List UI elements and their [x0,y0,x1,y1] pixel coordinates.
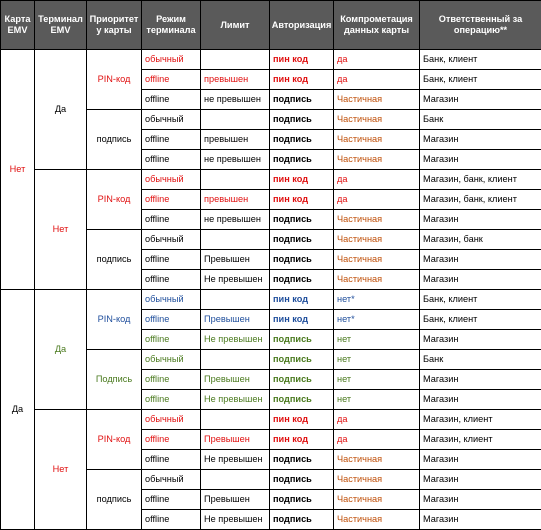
authorization-cell: подпись [270,150,334,170]
terminal-mode-cell: обычный [142,290,201,310]
terminal-mode-cell: обычный [142,170,201,190]
limit-cell: не превышен [201,210,270,230]
compromise-cell: Частичная [334,230,420,250]
limit-cell: Превышен [201,370,270,390]
card-priority-cell: PIN-код [87,170,142,230]
responsible-cell: Магазин [420,450,541,470]
responsible-cell: Банк, клиент [420,70,541,90]
authorization-cell: пин код [270,310,334,330]
compromise-cell: да [334,410,420,430]
header-authorization: Авторизация [270,1,334,50]
responsible-cell: Банк, клиент [420,310,541,330]
responsible-cell: Магазин, банк [420,230,541,250]
limit-cell: Превышен [201,430,270,450]
authorization-cell: подпись [270,450,334,470]
compromise-cell: Частичная [334,510,420,530]
terminal-mode-cell: обычный [142,110,201,130]
terminal-mode-cell: offline [142,490,201,510]
compromise-cell: Частичная [334,90,420,110]
authorization-cell: подпись [270,270,334,290]
authorization-cell: пин код [270,170,334,190]
authorization-cell: подпись [270,470,334,490]
terminal-mode-cell: обычный [142,350,201,370]
limit-cell: Превышен [201,310,270,330]
compromise-cell: да [334,50,420,70]
terminal-emv-cell: Нет [35,170,87,290]
header-responsible: Ответственный за операцию** [420,1,541,50]
terminal-mode-cell: offline [142,90,201,110]
responsible-cell: Магазин, банк, клиент [420,190,541,210]
terminal-mode-cell: offline [142,310,201,330]
compromise-cell: нет [334,390,420,410]
limit-cell [201,410,270,430]
responsible-cell: Магазин [420,210,541,230]
responsible-cell: Магазин [420,370,541,390]
card-priority-cell: Подпись [87,350,142,410]
responsible-cell: Магазин, клиент [420,410,541,430]
authorization-cell: пин код [270,290,334,310]
responsible-cell: Магазин [420,330,541,350]
compromise-cell: Частичная [334,490,420,510]
compromise-cell: Частичная [334,130,420,150]
terminal-emv-cell: Да [35,290,87,410]
limit-cell [201,50,270,70]
authorization-cell: пин код [270,430,334,450]
limit-cell: Не превышен [201,450,270,470]
compromise-cell: Частичная [334,270,420,290]
header-compromise: Компрометация данных карты [334,1,420,50]
authorization-cell: пин код [270,50,334,70]
responsible-cell: Магазин, банк, клиент [420,170,541,190]
authorization-cell: подпись [270,490,334,510]
terminal-mode-cell: offline [142,450,201,470]
terminal-mode-cell: offline [142,130,201,150]
card-emv-cell: Нет [1,50,35,290]
terminal-mode-cell: offline [142,150,201,170]
authorization-cell: подпись [270,90,334,110]
table-header-row [1,1,541,50]
authorization-cell: подпись [270,390,334,410]
header-terminal-mode: Режим терминала [142,1,201,50]
limit-cell: Не превышен [201,510,270,530]
responsible-cell: Магазин [420,250,541,270]
table-row [1,50,541,70]
card-priority-cell: подпись [87,230,142,290]
responsible-cell: Банк [420,350,541,370]
limit-cell: превышен [201,70,270,90]
compromise-cell: нет [334,350,420,370]
card-priority-cell: подпись [87,470,142,530]
compromise-cell: Частичная [334,210,420,230]
terminal-mode-cell: обычный [142,230,201,250]
limit-cell: Не превышен [201,330,270,350]
limit-cell: Не превышен [201,270,270,290]
header-limit: Лимит [201,1,270,50]
authorization-cell: подпись [270,230,334,250]
card-priority-cell: PIN-код [87,290,142,350]
terminal-emv-cell: Нет [35,410,87,530]
terminal-mode-cell: offline [142,370,201,390]
card-priority-cell: PIN-код [87,410,142,470]
header-terminal-emv: Терминал EMV [35,1,87,50]
compromise-cell: да [334,170,420,190]
limit-cell [201,290,270,310]
authorization-cell: подпись [270,370,334,390]
limit-cell: Не превышен [201,390,270,410]
table-body [1,50,541,530]
limit-cell: не превышен [201,90,270,110]
responsible-cell: Магазин [420,150,541,170]
authorization-cell: подпись [270,510,334,530]
terminal-emv-cell: Да [35,50,87,170]
responsible-cell: Магазин [420,130,541,150]
limit-cell: Превышен [201,250,270,270]
terminal-mode-cell: offline [142,430,201,450]
table-row [1,410,541,430]
responsible-cell: Магазин [420,490,541,510]
authorization-cell: подпись [270,210,334,230]
responsible-cell: Магазин [420,90,541,110]
compromise-cell: да [334,430,420,450]
terminal-mode-cell: обычный [142,470,201,490]
responsible-cell: Банк, клиент [420,50,541,70]
compromise-cell: нет [334,370,420,390]
header-card-emv: Карта EMV [1,1,35,50]
compromise-cell: Частичная [334,470,420,490]
compromise-cell: да [334,70,420,90]
authorization-cell: пин код [270,410,334,430]
card-priority-cell: подпись [87,110,142,170]
terminal-mode-cell: offline [142,330,201,350]
responsible-cell: Банк [420,110,541,130]
limit-cell: превышен [201,130,270,150]
terminal-mode-cell: offline [142,210,201,230]
compromise-cell: Частичная [334,110,420,130]
card-emv-cell: Да [1,290,35,530]
compromise-cell: нет [334,330,420,350]
terminal-mode-cell: offline [142,390,201,410]
authorization-cell: подпись [270,350,334,370]
terminal-mode-cell: offline [142,510,201,530]
responsible-cell: Магазин [420,270,541,290]
compromise-cell: нет* [334,310,420,330]
table-row [1,170,541,190]
compromise-cell: Частичная [334,450,420,470]
limit-cell [201,230,270,250]
limit-cell: не превышен [201,150,270,170]
responsible-cell: Магазин, клиент [420,430,541,450]
limit-cell [201,350,270,370]
limit-cell [201,110,270,130]
table-row [1,290,541,310]
authorization-cell: подпись [270,330,334,350]
header-card-priority: Приоритет у карты [87,1,142,50]
compromise-cell: Частичная [334,150,420,170]
authorization-cell: пин код [270,70,334,90]
responsible-cell: Магазин [420,510,541,530]
compromise-cell: нет* [334,290,420,310]
responsible-cell: Магазин [420,390,541,410]
authorization-cell: подпись [270,250,334,270]
terminal-mode-cell: offline [142,70,201,90]
authorization-cell: подпись [270,130,334,150]
card-priority-cell: PIN-код [87,50,142,110]
responsible-cell: Банк, клиент [420,290,541,310]
limit-cell: Превышен [201,490,270,510]
authorization-cell: пин код [270,190,334,210]
terminal-mode-cell: offline [142,190,201,210]
terminal-mode-cell: offline [142,250,201,270]
terminal-mode-cell: offline [142,270,201,290]
terminal-mode-cell: обычный [142,410,201,430]
compromise-cell: Частичная [334,250,420,270]
authorization-cell: подпись [270,110,334,130]
responsible-cell: Магазин [420,470,541,490]
limit-cell [201,470,270,490]
compromise-cell: да [334,190,420,210]
terminal-mode-cell: обычный [142,50,201,70]
limit-cell: превышен [201,190,270,210]
limit-cell [201,170,270,190]
